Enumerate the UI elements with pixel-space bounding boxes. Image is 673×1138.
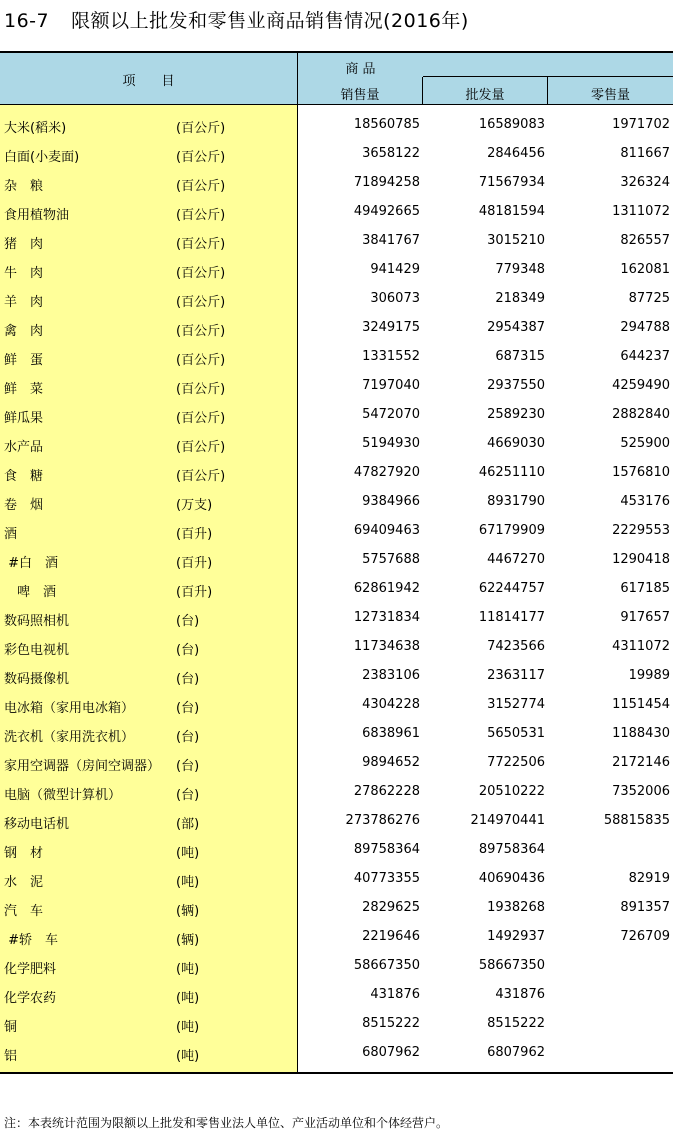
row-retail: 2172146 xyxy=(612,755,670,770)
row-sales: 1331552 xyxy=(362,349,420,364)
table-note: 注：本表统计范围为限额以上批发和零售业法人单位、产业活动单位和个体经营户。 xyxy=(4,1116,449,1130)
row-wholesale: 89758364 xyxy=(478,842,545,857)
row-wholesale: 4669030 xyxy=(487,436,545,451)
row-wholesale: 7423566 xyxy=(487,639,545,654)
table-body xyxy=(0,111,673,1068)
row-wholesale: 779348 xyxy=(495,262,545,277)
row-name: 移动电话机 xyxy=(4,817,70,832)
row-name: 水产品 xyxy=(4,440,44,455)
table-row xyxy=(0,604,673,633)
row-retail: 7352006 xyxy=(612,784,670,799)
row-retail: 58815835 xyxy=(603,813,670,828)
row-name: 鲜 菜 xyxy=(4,382,44,397)
row-unit: (百公斤) xyxy=(176,469,226,484)
row-name: 卷 烟 xyxy=(4,498,44,513)
row-wholesale: 7722506 xyxy=(487,755,545,770)
table-title: 限额以上批发和零售业商品销售情况(2016年) xyxy=(71,10,469,32)
row-name: 食 糖 xyxy=(4,469,44,484)
table-row xyxy=(0,894,673,923)
row-sales: 5472070 xyxy=(362,407,420,422)
row-sales: 4304228 xyxy=(362,697,420,712)
row-sales: 941429 xyxy=(370,262,420,277)
row-retail: 1971702 xyxy=(612,117,670,132)
row-wholesale: 2846456 xyxy=(487,146,545,161)
row-sales: 2829625 xyxy=(362,900,420,915)
row-retail: 87725 xyxy=(628,291,670,306)
table-row xyxy=(0,546,673,575)
table-row xyxy=(0,198,673,227)
row-retail: 826557 xyxy=(620,233,670,248)
table-row xyxy=(0,836,673,865)
row-unit: (百公斤) xyxy=(176,266,226,281)
row-name: 铜 xyxy=(4,1020,18,1035)
row-sales: 3658122 xyxy=(362,146,420,161)
table-row xyxy=(0,314,673,343)
row-sales: 2383106 xyxy=(362,668,420,683)
row-sales: 58667350 xyxy=(353,958,420,973)
row-retail: 82919 xyxy=(628,871,670,886)
row-name: 酒 xyxy=(4,527,18,542)
row-wholesale: 431876 xyxy=(495,987,545,1002)
row-unit: (台) xyxy=(176,730,200,745)
row-sales: 18560785 xyxy=(353,117,420,132)
row-retail: 891357 xyxy=(620,900,670,915)
row-unit: (部) xyxy=(176,817,200,832)
row-name: 鲜 蛋 xyxy=(4,353,44,368)
row-unit: (吨) xyxy=(176,991,200,1006)
row-unit: (台) xyxy=(176,672,200,687)
table-row xyxy=(0,1010,673,1039)
header-divider xyxy=(423,76,673,77)
row-name: 电冰箱（家用电冰箱） xyxy=(4,701,135,716)
row-sales: 9894652 xyxy=(362,755,420,770)
row-retail: 4311072 xyxy=(612,639,670,654)
row-unit: (台) xyxy=(176,643,200,658)
row-wholesale: 2937550 xyxy=(487,378,545,393)
row-name: 铝 xyxy=(4,1049,18,1064)
row-wholesale: 8515222 xyxy=(487,1016,545,1031)
row-retail: 1290418 xyxy=(612,552,670,567)
table-row xyxy=(0,488,673,517)
row-unit: (百公斤) xyxy=(176,179,226,194)
row-retail: 19989 xyxy=(628,668,670,683)
row-sales: 62861942 xyxy=(353,581,420,596)
header-wholesale: 批发量 xyxy=(465,88,505,103)
row-name: 化学肥料 xyxy=(4,962,57,977)
row-wholesale: 40690436 xyxy=(478,871,545,886)
table-row xyxy=(0,662,673,691)
row-wholesale: 11814177 xyxy=(478,610,545,625)
row-unit: (吨) xyxy=(176,1049,200,1064)
row-unit: (百公斤) xyxy=(176,411,226,426)
row-sales: 40773355 xyxy=(353,871,420,886)
row-sales: 9384966 xyxy=(362,494,420,509)
row-name: 食用植物油 xyxy=(4,208,70,223)
row-sales: 27862228 xyxy=(353,784,420,799)
row-sales: 6838961 xyxy=(362,726,420,741)
row-unit: (吨) xyxy=(176,875,200,890)
row-wholesale: 687315 xyxy=(495,349,545,364)
row-name: 家用空调器（房间空调器） xyxy=(4,759,161,774)
row-name: #轿 车 xyxy=(4,933,59,948)
row-unit: (吨) xyxy=(176,846,200,861)
row-name: 羊 肉 xyxy=(4,295,44,310)
page-title xyxy=(4,6,469,33)
row-retail: 811667 xyxy=(620,146,670,161)
row-name: #白 酒 xyxy=(4,556,59,571)
table-row xyxy=(0,633,673,662)
table-row xyxy=(0,430,673,459)
row-name: 杂 粮 xyxy=(4,179,44,194)
table-row xyxy=(0,140,673,169)
row-name: 电脑（微型计算机） xyxy=(4,788,122,803)
row-unit: (百公斤) xyxy=(176,121,226,136)
table-row xyxy=(0,923,673,952)
table-row xyxy=(0,285,673,314)
row-sales: 5194930 xyxy=(362,436,420,451)
row-sales: 69409463 xyxy=(353,523,420,538)
row-retail: 617185 xyxy=(620,581,670,596)
table-row xyxy=(0,256,673,285)
row-wholesale: 3015210 xyxy=(487,233,545,248)
row-unit: (百公斤) xyxy=(176,150,226,165)
table-row xyxy=(0,952,673,981)
row-unit: (百公斤) xyxy=(176,237,226,252)
header-sales: 销售量 xyxy=(340,88,380,103)
header-group-goods: 商 品 xyxy=(345,62,376,77)
row-wholesale: 1492937 xyxy=(487,929,545,944)
table-row xyxy=(0,720,673,749)
row-retail: 294788 xyxy=(620,320,670,335)
table-row xyxy=(0,343,673,372)
row-retail: 1151454 xyxy=(612,697,670,712)
row-unit: (台) xyxy=(176,701,200,716)
row-retail: 917657 xyxy=(620,610,670,625)
row-unit: (百公斤) xyxy=(176,295,226,310)
row-unit: (万支) xyxy=(176,498,213,513)
row-retail: 453176 xyxy=(620,494,670,509)
row-sales: 49492665 xyxy=(353,204,420,219)
row-retail: 525900 xyxy=(620,436,670,451)
row-wholesale: 1938268 xyxy=(487,900,545,915)
table-row xyxy=(0,807,673,836)
table-row xyxy=(0,1039,673,1068)
row-name: 钢 材 xyxy=(4,846,44,861)
table-row xyxy=(0,865,673,894)
row-wholesale: 46251110 xyxy=(478,465,545,480)
row-unit: (辆) xyxy=(176,933,200,948)
row-wholesale: 48181594 xyxy=(478,204,545,219)
table-row xyxy=(0,517,673,546)
row-sales: 3249175 xyxy=(362,320,420,335)
row-wholesale: 8931790 xyxy=(487,494,545,509)
row-retail: 644237 xyxy=(620,349,670,364)
table-header xyxy=(0,53,673,104)
row-sales: 5757688 xyxy=(362,552,420,567)
row-sales: 2219646 xyxy=(362,929,420,944)
row-unit: (台) xyxy=(176,614,200,629)
row-wholesale: 62244757 xyxy=(478,581,545,596)
row-name: 数码摄像机 xyxy=(4,672,70,687)
table-row xyxy=(0,401,673,430)
row-unit: (台) xyxy=(176,788,200,803)
row-wholesale: 214970441 xyxy=(470,813,545,828)
row-wholesale: 2954387 xyxy=(487,320,545,335)
row-retail: 2229553 xyxy=(612,523,670,538)
row-retail: 1576810 xyxy=(612,465,670,480)
row-name: 啤 酒 xyxy=(4,585,57,600)
row-name: 洗衣机（家用洗衣机） xyxy=(4,730,135,745)
row-sales: 431876 xyxy=(370,987,420,1002)
row-wholesale: 3152774 xyxy=(487,697,545,712)
row-unit: (百公斤) xyxy=(176,382,226,397)
row-name: 化学农药 xyxy=(4,991,57,1006)
row-unit: (吨) xyxy=(176,1020,200,1035)
row-name: 白面(小麦面) xyxy=(4,150,80,165)
row-retail: 4259490 xyxy=(612,378,670,393)
row-unit: (台) xyxy=(176,759,200,774)
row-sales: 89758364 xyxy=(353,842,420,857)
header-item: 项 目 xyxy=(122,74,175,89)
row-name: 大米(稻米) xyxy=(4,121,67,136)
table-row xyxy=(0,372,673,401)
row-name: 牛 肉 xyxy=(4,266,44,281)
row-wholesale: 5650531 xyxy=(487,726,545,741)
row-wholesale: 58667350 xyxy=(478,958,545,973)
header-retail: 零售量 xyxy=(590,88,630,103)
row-sales: 273786276 xyxy=(345,813,420,828)
row-name: 猪 肉 xyxy=(4,237,44,252)
row-wholesale: 67179909 xyxy=(478,523,545,538)
table-row xyxy=(0,459,673,488)
row-name: 彩色电视机 xyxy=(4,643,70,658)
row-wholesale: 2363117 xyxy=(487,668,545,683)
table-row xyxy=(0,111,673,140)
row-unit: (百公斤) xyxy=(176,324,226,339)
row-name: 水 泥 xyxy=(4,875,44,890)
row-sales: 11734638 xyxy=(353,639,420,654)
row-unit: (百升) xyxy=(176,527,213,542)
row-sales: 6807962 xyxy=(362,1045,420,1060)
table-row xyxy=(0,227,673,256)
table-row xyxy=(0,778,673,807)
row-retail: 2882840 xyxy=(612,407,670,422)
row-sales: 12731834 xyxy=(353,610,420,625)
row-sales: 8515222 xyxy=(362,1016,420,1031)
row-wholesale: 6807962 xyxy=(487,1045,545,1060)
row-retail: 162081 xyxy=(620,262,670,277)
row-retail: 1311072 xyxy=(612,204,670,219)
row-name: 数码照相机 xyxy=(4,614,70,629)
row-unit: (百升) xyxy=(176,585,213,600)
row-unit: (辆) xyxy=(176,904,200,919)
table-row xyxy=(0,691,673,720)
row-sales: 7197040 xyxy=(362,378,420,393)
row-sales: 3841767 xyxy=(362,233,420,248)
row-wholesale: 2589230 xyxy=(487,407,545,422)
row-wholesale: 218349 xyxy=(495,291,545,306)
row-sales: 47827920 xyxy=(353,465,420,480)
row-unit: (吨) xyxy=(176,962,200,977)
row-wholesale: 16589083 xyxy=(478,117,545,132)
row-wholesale: 20510222 xyxy=(478,784,545,799)
table-bottom-rule xyxy=(0,1072,673,1074)
row-sales: 306073 xyxy=(370,291,420,306)
table-row xyxy=(0,575,673,604)
table-row xyxy=(0,981,673,1010)
row-retail: 326324 xyxy=(620,175,670,190)
row-sales: 71894258 xyxy=(353,175,420,190)
row-name: 鲜瓜果 xyxy=(4,411,44,426)
row-name: 禽 肉 xyxy=(4,324,44,339)
table-row xyxy=(0,749,673,778)
row-name: 汽 车 xyxy=(4,904,44,919)
row-unit: (百公斤) xyxy=(176,353,226,368)
row-wholesale: 71567934 xyxy=(478,175,545,190)
table-number: 16-7 xyxy=(4,10,50,32)
row-wholesale: 4467270 xyxy=(487,552,545,567)
row-retail: 726709 xyxy=(620,929,670,944)
row-retail: 1188430 xyxy=(612,726,670,741)
row-unit: (百升) xyxy=(176,556,213,571)
row-unit: (百公斤) xyxy=(176,440,226,455)
row-unit: (百公斤) xyxy=(176,208,226,223)
table-row xyxy=(0,169,673,198)
